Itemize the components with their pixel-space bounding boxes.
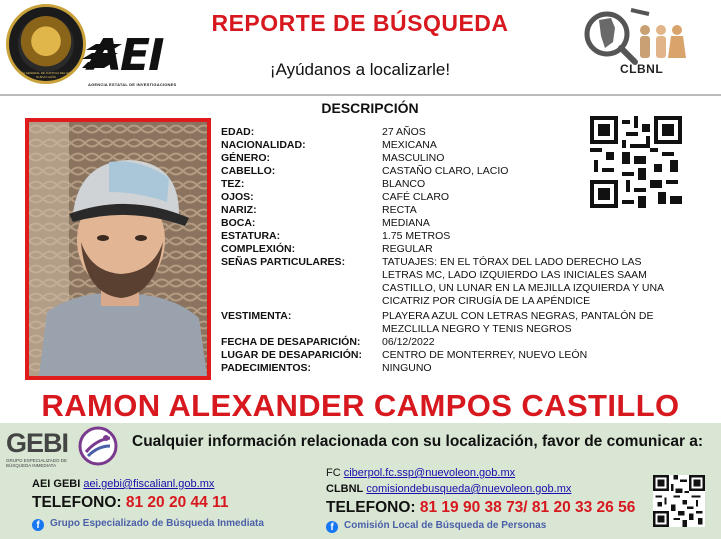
clbnl-logo-text: CLBNL [620,62,664,76]
value-complexion: REGULAR [382,243,433,255]
telefono-left-label: TELEFONO: [32,494,122,511]
fc-contact [326,467,515,479]
telefono-right-number: 81 19 90 38 73/ 81 20 33 26 56 [419,499,636,516]
label-tez: TEZ: [221,178,245,190]
person-photo-image [29,122,207,376]
clbnl-contact [326,483,571,495]
value-genero: MASCULINO [382,152,445,164]
header-divider [0,94,721,96]
value-nacionalidad: MEXICANA [382,139,437,151]
value-vestimenta-line-2: MEZCLILLA NEGRO Y TENIS NEGROS [382,323,572,335]
value-tez: BLANCO [382,178,426,190]
value-estatura: 1.75 METROS [382,230,451,242]
label-boca: BOCA: [221,217,256,229]
qr-code-icon [653,475,705,527]
value-ojos: CAFÉ CLARO [382,191,450,203]
aei-gebi-contact [32,478,214,490]
seal-text: FISCALÍA GENERAL DE JUSTICIA DEL ESTADO · NUEVO LEÓN [11,71,81,79]
value-senas-line-3: CASTILLO, UN LUNAR EN LA MEJILLA IZQUIERDA Y UNA [382,282,665,294]
gebi-logo: GEBI [6,428,69,458]
contact-message: Cualquier información relacionada con su localización, favor de comunicar a: [132,433,704,450]
aei-logo: AEI [88,30,163,81]
facebook-icon: f [32,519,44,531]
label-genero: GÉNERO: [221,152,271,164]
telefono-left [32,494,228,512]
facebook-gebi-label: Grupo Especializado de Búsqueda Inmediata [50,518,264,529]
aei-subtitle: AGENCIA ESTATAL DE INVESTIGACIONES [88,82,177,87]
value-fecha: 06/12/2022 [382,336,435,348]
clbnl-email-link[interactable]: comisiondebusqueda@nuevoleon.gob.mx [366,483,572,495]
person-photo [25,118,211,380]
person-full-name: RAMON ALEXANDER CAMPOS CASTILLO [41,388,680,423]
facebook-clbnl-label: Comisión Local de Búsqueda de Personas [344,520,547,531]
label-fecha: FECHA DE DESAPARICIÓN: [221,336,361,348]
facebook-icon: f [326,521,338,533]
value-edad: 27 AÑOS [382,126,426,138]
telefono-right-label: TELEFONO: [326,499,416,516]
label-vestimenta: VESTIMENTA: [221,310,292,322]
gebi-emblem-icon [78,426,118,466]
label-ojos: OJOS: [221,191,254,203]
value-padecimientos: NINGUNO [382,362,432,374]
facebook-gebi[interactable] [32,518,264,531]
label-lugar: LUGAR DE DESAPARICIÓN: [221,349,362,361]
label-edad: EDAD: [221,126,255,138]
value-cabello: CASTAÑO CLARO, LACIO [382,165,509,177]
label-complexion: COMPLEXIÓN: [221,243,296,255]
label-estatura: ESTATURA: [221,230,281,242]
telefono-left-number: 81 20 20 44 11 [125,494,229,511]
value-nariz: RECTA [382,204,417,216]
value-lugar: CENTRO DE MONTERREY, NUEVO LEÓN [382,349,588,361]
fiscalia-seal-logo [6,4,86,84]
fc-email-link[interactable]: ciberpol.fc.ssp@nuevoleon.gob.mx [343,467,516,479]
clbnl-prefix: CLBNL [326,483,364,495]
value-senas-line-1: TATUAJES: EN EL TÓRAX DEL LADO DERECHO LAS [382,256,642,268]
facebook-clbnl[interactable] [326,520,546,533]
aei-gebi-prefix: AEI GEBI [32,478,81,490]
telefono-right [326,499,635,517]
label-nacionalidad: NACIONALIDAD: [221,139,306,151]
value-senas-line-2: LETRAS MC, LADO IZQUIERDO LAS INICIALES SAAM [382,269,647,281]
value-vestimenta-line-1: PLAYERA AZUL CON LETRAS NEGRAS, PANTALÓN DE [382,310,654,322]
value-senas-line-4: CICATRIZ POR CIRUGÍA DE LA APÉNDICE [382,295,591,307]
label-senas: SEÑAS PARTICULARES: [221,256,346,268]
aei-gebi-email-link[interactable]: aei.gebi@fiscalianl.gob.mx [83,478,215,490]
page-subtitle: ¡Ayúdanos a localizarle! [269,60,451,79]
qr-code-icon [590,116,682,208]
label-cabello: CABELLO: [221,165,276,177]
page-title: REPORTE DE BÚSQUEDA [211,10,509,36]
section-title: DESCRIPCIÓN [321,100,419,116]
label-padecimientos: PADECIMIENTOS: [221,362,312,374]
gebi-subtitle: GRUPO ESPECIALIZADO DE BÚSQUEDA INMEDIATA [6,458,68,468]
label-nariz: NARIZ: [221,204,257,216]
value-boca: MEDIANA [382,217,430,229]
fc-prefix: FC [326,467,341,479]
